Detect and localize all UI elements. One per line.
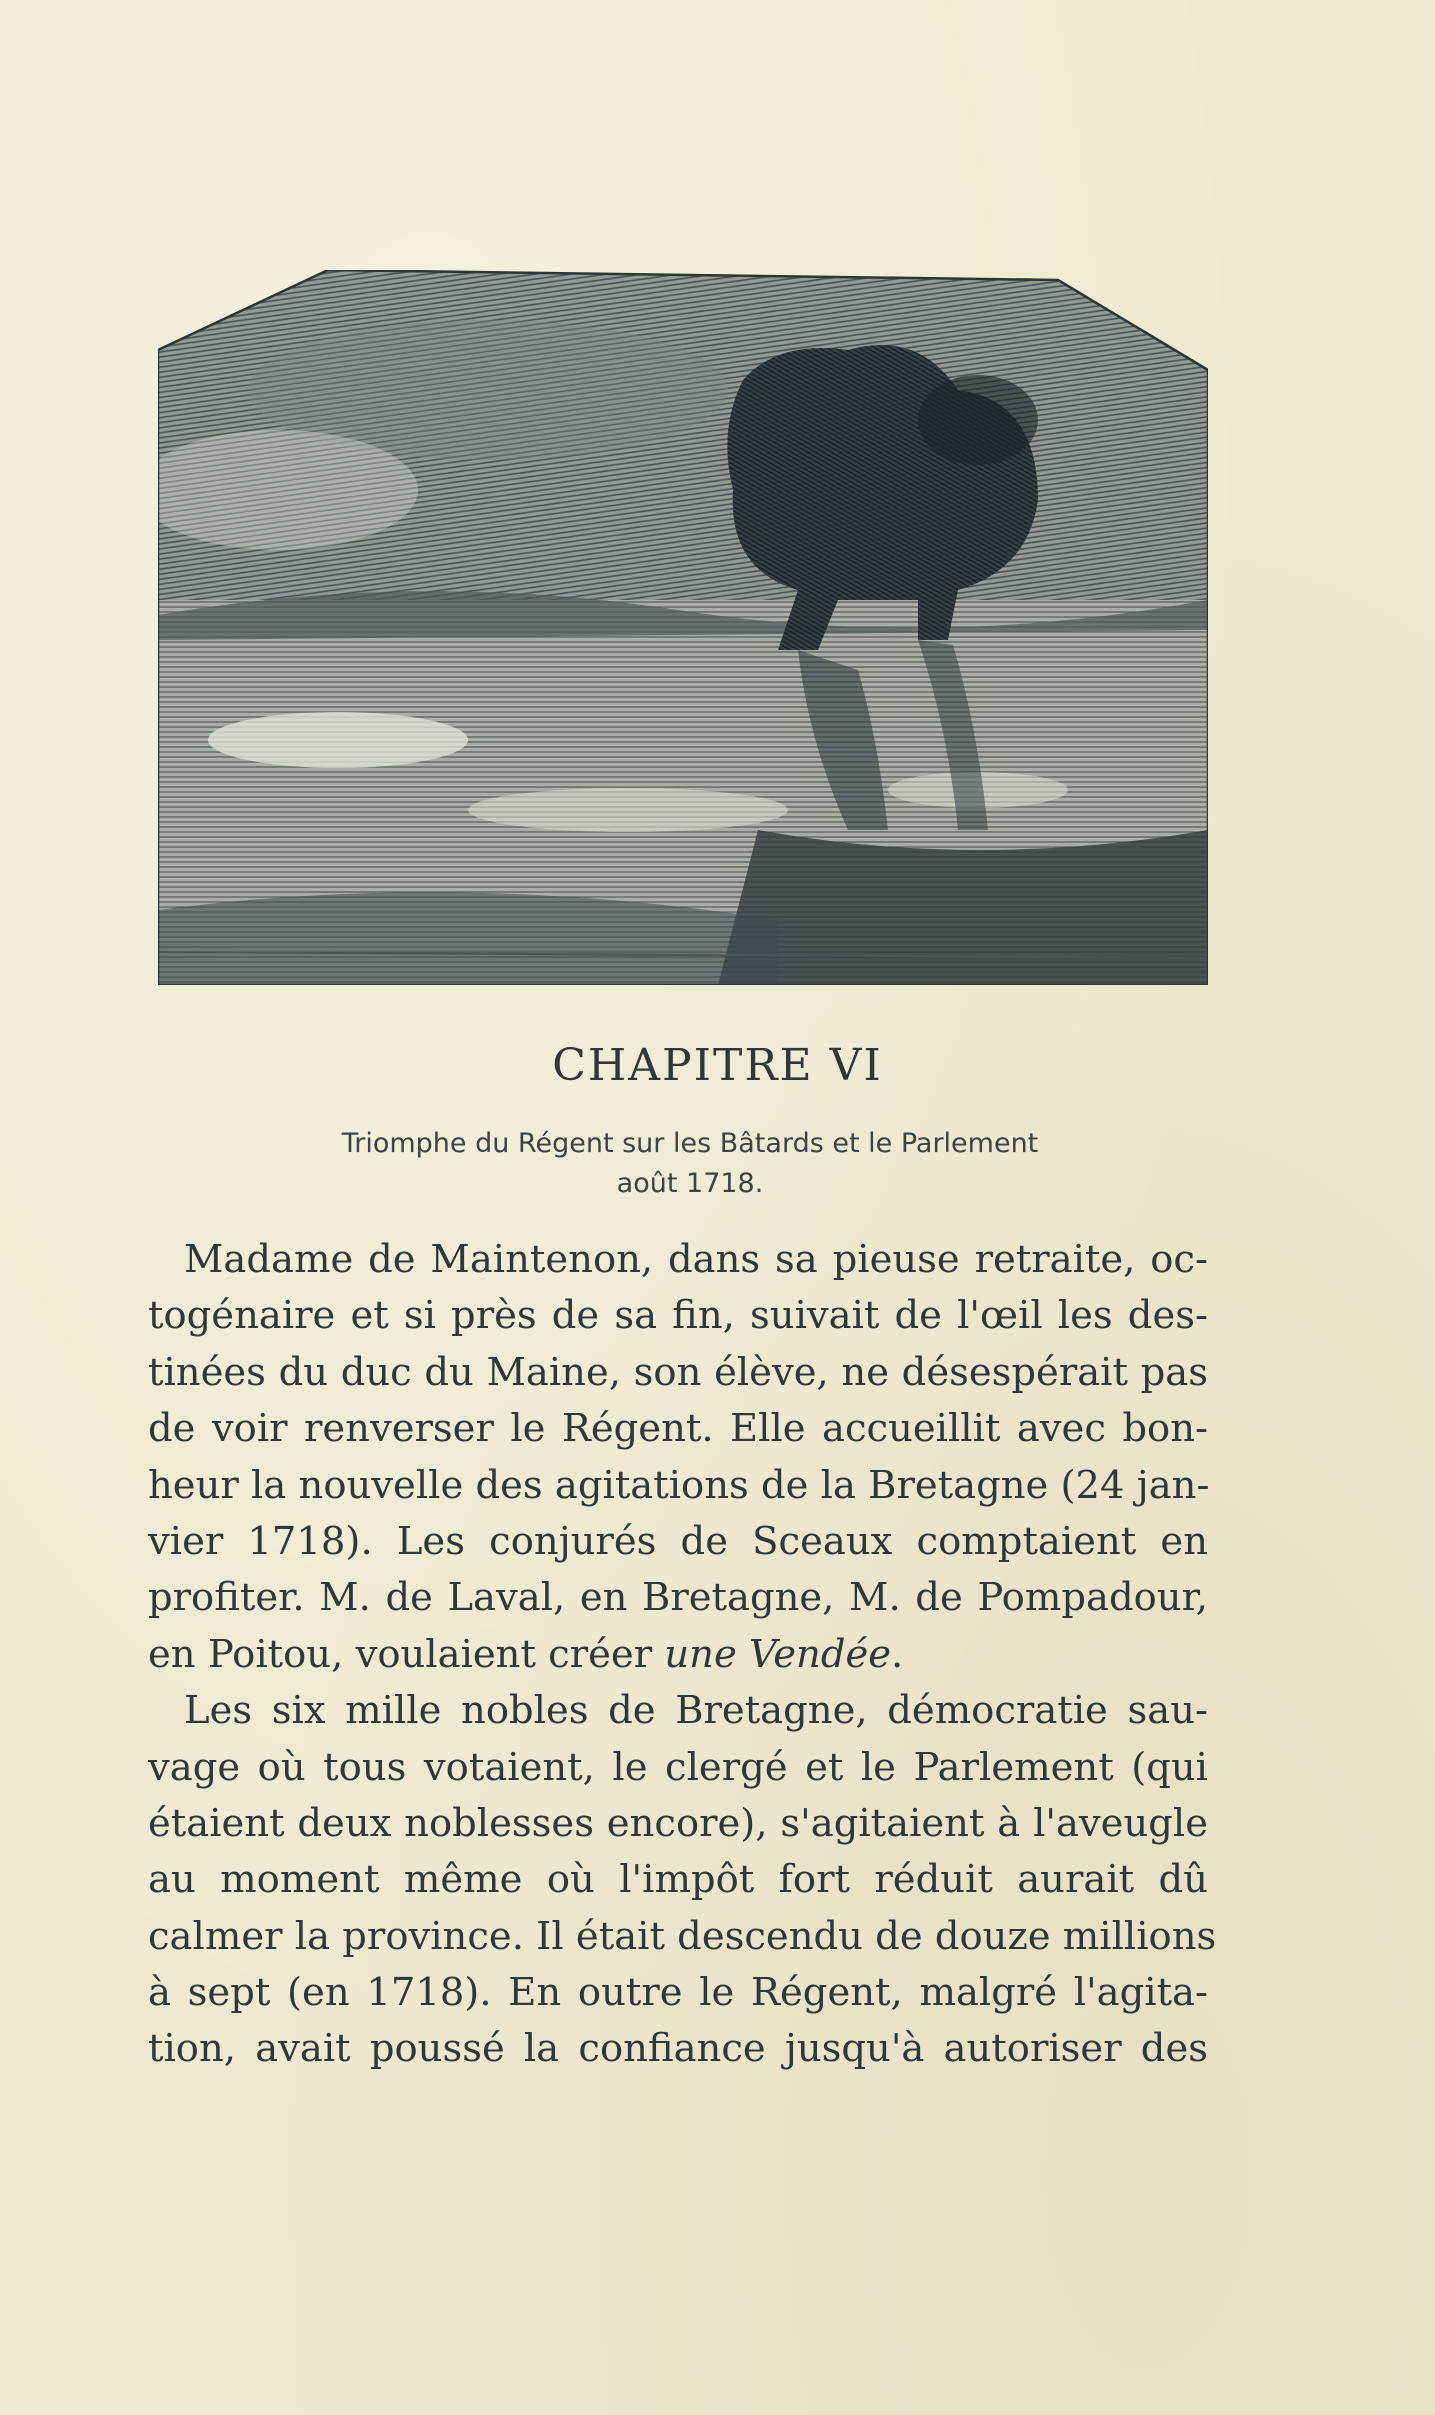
engraving-illustration bbox=[158, 270, 1208, 985]
subtitle-line: Triomphe du Régent sur les Bâtards et le Parlement bbox=[341, 1128, 1039, 1159]
text-line: Les six mille nobles de Bretagne, démocratie sau- bbox=[184, 1688, 1208, 1734]
chapter-subtitle bbox=[0, 1124, 1380, 1204]
engraving-two-figures-icon bbox=[158, 270, 1208, 985]
text-line: calmer la province. Il était descendu de douze millions bbox=[148, 1913, 1217, 1959]
text-line: Madame de Maintenon, dans sa pieuse retraite, oc- bbox=[184, 1237, 1208, 1282]
text-line: heur la nouvelle des agitations de la Bretagne (24 jan- bbox=[148, 1462, 1210, 1508]
text-line: de voir renverser le Régent. Elle accueillit avec bon- bbox=[148, 1406, 1208, 1452]
text-line: au moment même où l'impôt fort réduit aurait dû bbox=[148, 1857, 1208, 1903]
text-line: vage où tous votaient, le clergé et le Parlement (qui bbox=[148, 1744, 1208, 1790]
text-line bbox=[148, 1627, 1208, 1683]
text-line: tion, avait poussé la confiance jusqu'à autoriser des bbox=[148, 2026, 1208, 2072]
emphasis-text: une Vendée bbox=[664, 1631, 892, 1677]
text-fragment: . bbox=[891, 1631, 904, 1677]
chapter-title: CHAPITRE VI bbox=[552, 1040, 883, 1091]
subtitle-date: août 1718. bbox=[616, 1168, 764, 1199]
text-fragment: en Poitou, voulaient créer bbox=[148, 1631, 665, 1677]
text-line: étaient deux noblesses encore), s'agitaient à l'aveugle bbox=[148, 1800, 1208, 1846]
text-line: à sept (en 1718). En outre le Régent, malgré l'agita- bbox=[148, 1970, 1208, 2016]
text-line: tinées du duc du Maine, son élève, ne désespérait pas bbox=[148, 1349, 1208, 1395]
body-text bbox=[148, 1232, 1217, 2078]
text-line: profiter. M. de Laval, en Bretagne, M. de Pompadour, bbox=[148, 1575, 1208, 1621]
text-line: vier 1718). Les conjurés de Sceaux comptaient en bbox=[148, 1518, 1208, 1564]
text-line: togénaire et si près de sa fin, suivait de l'œil les des- bbox=[148, 1293, 1208, 1339]
